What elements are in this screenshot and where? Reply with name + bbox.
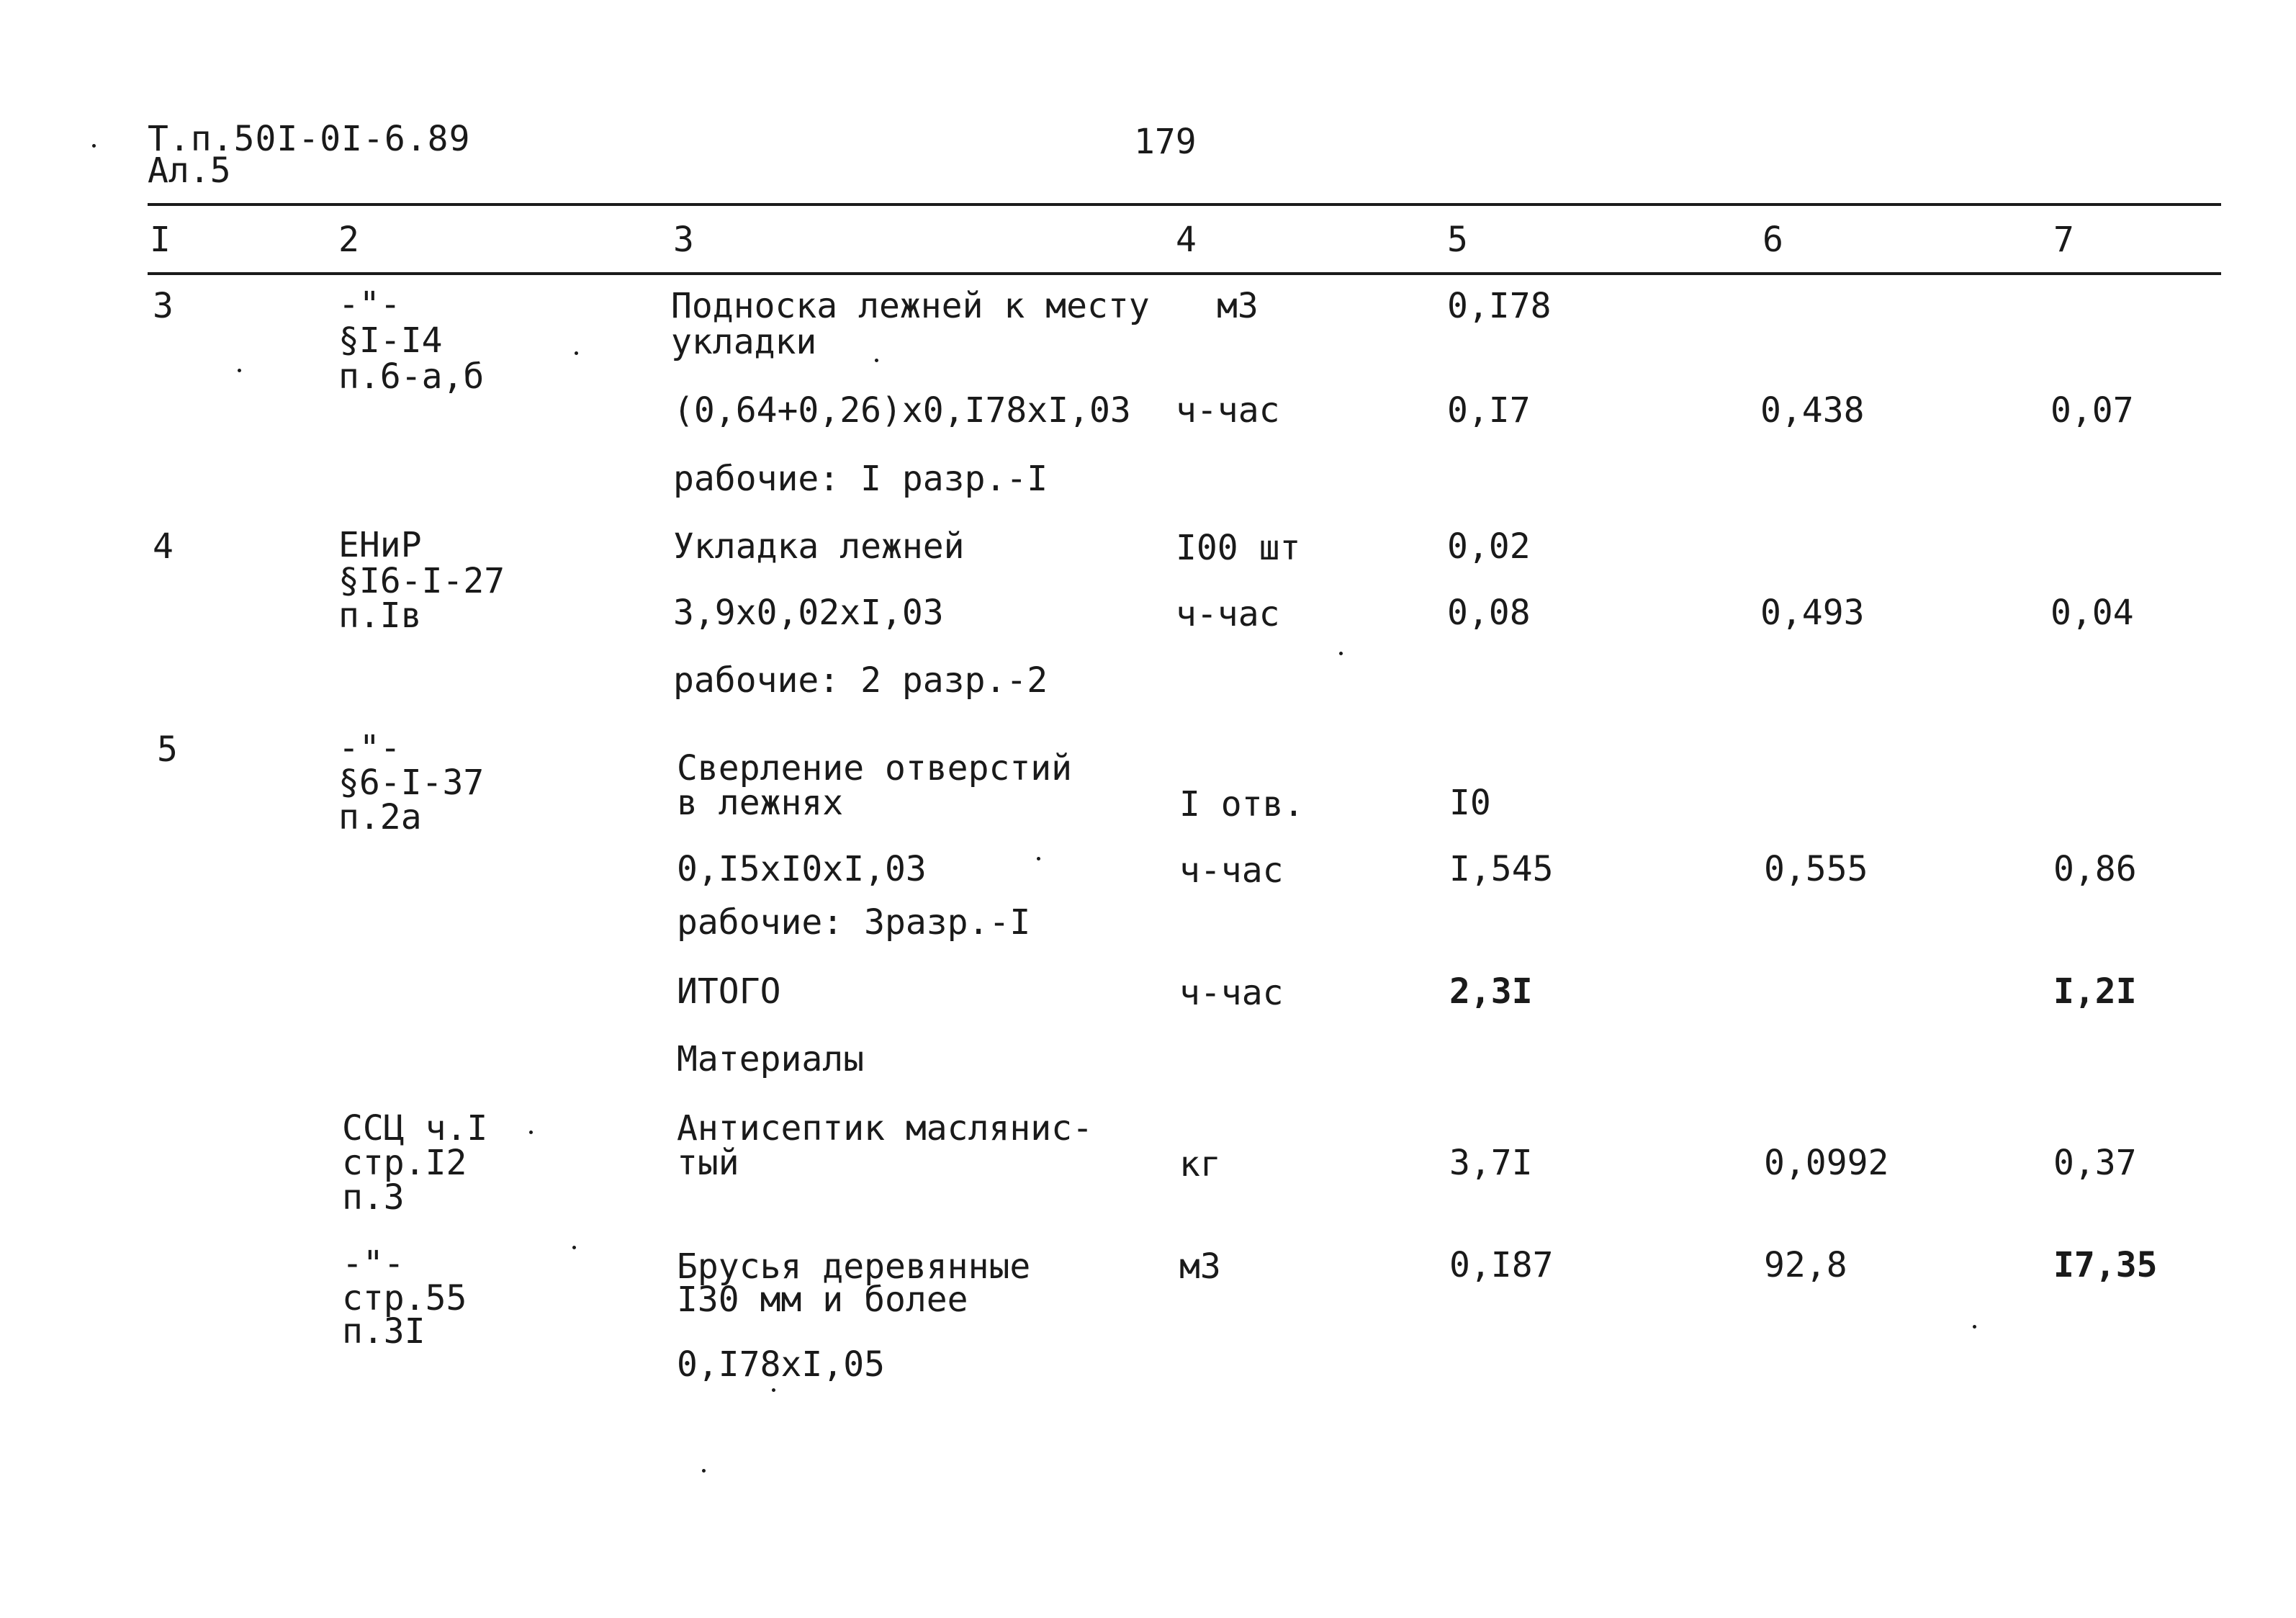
work-description: Укладка лежней [673,526,965,567]
calculation-formula: 0,I78хI,05 [677,1344,885,1385]
materials-heading: Материалы [677,1039,865,1079]
unit: кг [1179,1144,1221,1185]
unit: ч-час [1176,594,1280,634]
scan-speck [92,144,96,148]
rate: 92,8 [1764,1245,1847,1285]
reference-line: п.3I [342,1311,426,1352]
scan-speck [572,1246,576,1249]
column-header-3: 3 [673,220,694,260]
rate: 0,0992 [1764,1143,1889,1183]
quantity: I,545 [1449,849,1554,889]
rate: 0,438 [1760,390,1865,431]
work-description: Подноска лежней к месту [671,286,1150,326]
reference-line: §I6-I-27 [338,561,505,601]
quantity: I0 [1449,783,1491,823]
work-description: в лежнях [677,783,844,823]
total-label: ИТОГО [677,971,781,1012]
unit: м3 [1217,286,1259,326]
reference-line: -"- [342,1244,405,1284]
workers-note: рабочие: 3разр.-I [677,902,1031,943]
album-label: Ал.5 [148,150,231,191]
cost: I7,35 [2053,1245,2158,1285]
quantity: 0,08 [1447,593,1531,633]
cost: 0,07 [2050,390,2134,431]
quantity: 0,I87 [1449,1245,1554,1285]
scan-speck [875,359,878,362]
unit: ч-час [1179,973,1284,1013]
quantity: 0,02 [1447,526,1531,567]
rate: 0,493 [1760,593,1865,633]
reference-line: п.2а [338,797,422,837]
unit: I00 шт [1176,528,1301,568]
material-description: тый [677,1143,739,1183]
quantity: 0,I7 [1447,390,1531,431]
column-header-1: I [150,220,171,260]
cost: 0,04 [2050,593,2134,633]
scan-speck [1973,1325,1976,1329]
quantity: 0,I78 [1447,286,1552,326]
cost: 0,37 [2053,1143,2137,1183]
reference-line: §6-I-37 [338,763,485,803]
total-cost: I,2I [2053,971,2137,1012]
scan-speck [575,351,578,355]
column-header-2: 2 [338,220,359,260]
unit: ч-час [1179,850,1284,891]
column-header-5: 5 [1447,220,1468,260]
table-top-rule [148,203,2221,206]
calculation-formula: 3,9х0,02хI,03 [673,593,944,633]
row-number: 3 [153,286,174,326]
row-number: 4 [153,526,174,567]
table-header-rule [148,272,2221,275]
work-description: укладки [671,322,817,362]
total-quantity: 2,3I [1449,971,1533,1012]
reference-line: ЕНиР [338,525,422,565]
reference-line: §I-I4 [338,320,443,361]
reference-line: п.Iв [338,595,422,636]
reference-line: стр.55 [342,1278,467,1318]
unit: ч-час [1176,390,1280,431]
column-header-6: 6 [1762,220,1783,260]
page-number: 179 [1134,122,1197,162]
calculation-formula: (0,64+0,26)х0,I78хI,03 [673,390,1131,431]
reference-line: п.3 [342,1177,405,1218]
material-description: I30 мм и более [677,1280,968,1320]
rate: 0,555 [1764,849,1868,889]
scan-speck [529,1131,533,1134]
quantity: 3,7I [1449,1143,1533,1183]
reference-line: ССЦ ч.I [342,1108,488,1149]
reference-line: стр.I2 [342,1143,467,1183]
calculation-formula: 0,I5хI0хI,03 [677,849,927,889]
column-header-7: 7 [2053,220,2074,260]
workers-note: рабочие: 2 разр.-2 [673,660,1048,701]
workers-note: рабочие: I разр.-I [673,459,1048,499]
unit: I отв. [1179,784,1305,824]
material-description: Антисептик маслянис- [677,1108,1093,1149]
unit: м3 [1179,1246,1221,1287]
reference-line: п.6-а,б [338,356,485,397]
work-description: Сверление отверстий [677,748,1073,788]
scan-speck [238,369,241,372]
scan-speck [1037,857,1040,860]
cost: 0,86 [2053,849,2137,889]
document-code: Т.п.50I-0I-6.89 [148,119,471,159]
scan-speck [772,1388,775,1392]
scan-speck [702,1469,706,1473]
column-header-4: 4 [1176,220,1197,260]
reference-line: -"- [338,728,401,768]
row-number: 5 [157,729,178,770]
material-description: Брусья деревянные [677,1246,1031,1287]
scan-speck [1339,652,1343,655]
reference-line: -"- [338,284,401,325]
